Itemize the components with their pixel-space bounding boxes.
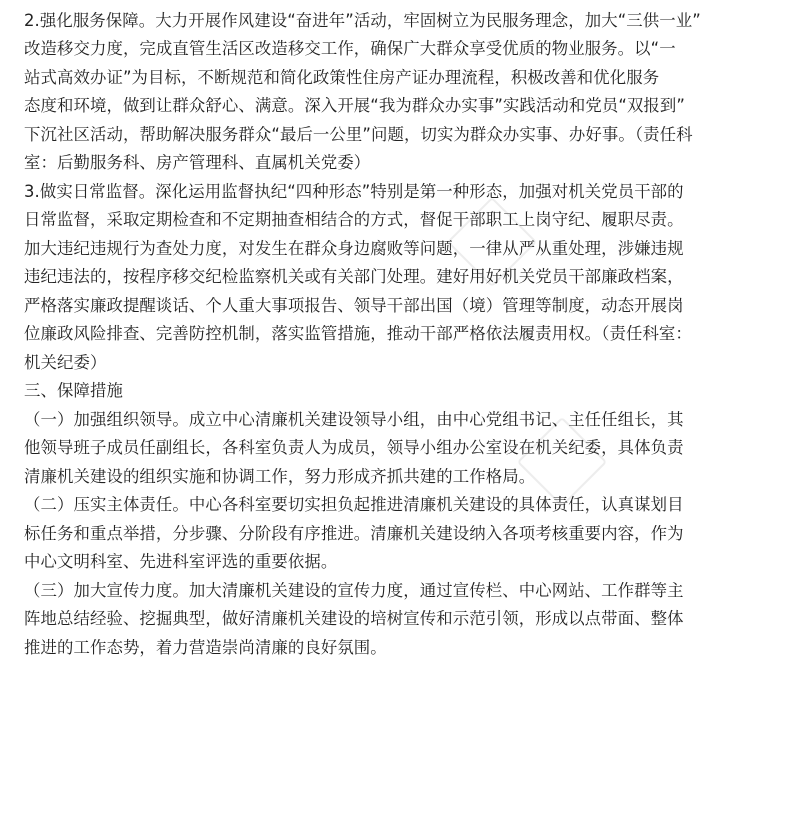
text-line: 推进的工作态势，着力营造崇尚清廉的良好氛围。 xyxy=(24,637,387,657)
text-line: 2.强化服务保障。大力开展作风建设“奋进年”活动，牢固树立为民服务理念，加大“三供一业” xyxy=(24,10,701,30)
text-line: 严格落实廉政提醒谈话、个人重大事项报告、领导干部出国（境）管理等制度，动态开展岗 xyxy=(24,295,684,315)
text-line: 违纪违法的，按程序移交纪检监察机关或有关部门处理。建好用好机关党员干部廉政档案， xyxy=(24,267,684,286)
text-line: 清廉机关建设的组织实施和协调工作，努力形成齐抓共建的工作格局。 xyxy=(24,466,536,486)
text-line: （三）加大宣传力度。加大清廉机关建设的宣传力度，通过宣传栏、中心网站、工作群等主 xyxy=(24,580,684,600)
text-line: 中心文明科室、先进科室评选的重要依据。 xyxy=(24,552,338,571)
text-line: 三、保障措施 xyxy=(24,381,123,400)
text-line: （一）加强组织领导。成立中心清廉机关建设领导小组，由中心党组书记、主任任组长，其 xyxy=(24,409,684,429)
text-line: 3.做实日常监督。深化运用监督执纪“四种形态”特别是第一种形态，加强对机关党员干部的 xyxy=(24,181,684,201)
text-line: 阵地总结经验、挖掘典型，做好清廉机关建设的培树宣传和示范引领，形成以点带面、整体 xyxy=(24,609,684,628)
text-line: 站式高效办证”为目标，不断规范和简化政策性住房产证办理流程，积极改善和优化服务 xyxy=(24,67,660,87)
text-line: 下沉社区活动，帮助解决服务群众“最后一公里”问题，切实为群众办实事、办好事。（责任科 xyxy=(24,124,693,144)
text-line: 室：后勤服务科、房产管理科、直属机关党委） xyxy=(24,153,371,172)
text-line: 标任务和重点举措，分步骤、分阶段有序推进。清廉机关建设纳入各项考核重要内容，作为 xyxy=(24,523,684,543)
text-line: 机关纪委） xyxy=(24,352,107,372)
text-line: 态度和环境，做到让群众舒心、满意。深入开展“我为群众办实事”实践活动和党员“双报到” xyxy=(24,96,686,115)
text-line: 加大违纪违规行为查处力度，对发生在群众身边腐败等问题，一律从严从重处理，涉嫌违规 xyxy=(24,238,684,258)
text-line: 位廉政风险排查、完善防控机制，落实监管措施，推动干部严格依法履责用权。（责任科室： xyxy=(24,324,692,343)
text-line: 他领导班子成员任副组长，各科室负责人为成员，领导小组办公室设在机关纪委，具体负责 xyxy=(24,438,684,457)
text-line: 日常监督，采取定期检查和不定期抽查相结合的方式，督促干部职工上岗守纪、履职尽责。 xyxy=(24,210,684,229)
document-body xyxy=(24,0,780,662)
text-line: （二）压实主体责任。中心各科室要切实担负起推进清廉机关建设的具体责任，认真谋划目 xyxy=(24,495,684,514)
text-line: 改造移交力度，完成直管生活区改造移交工作，确保广大群众享受优质的物业服务。以“一 xyxy=(24,39,676,58)
